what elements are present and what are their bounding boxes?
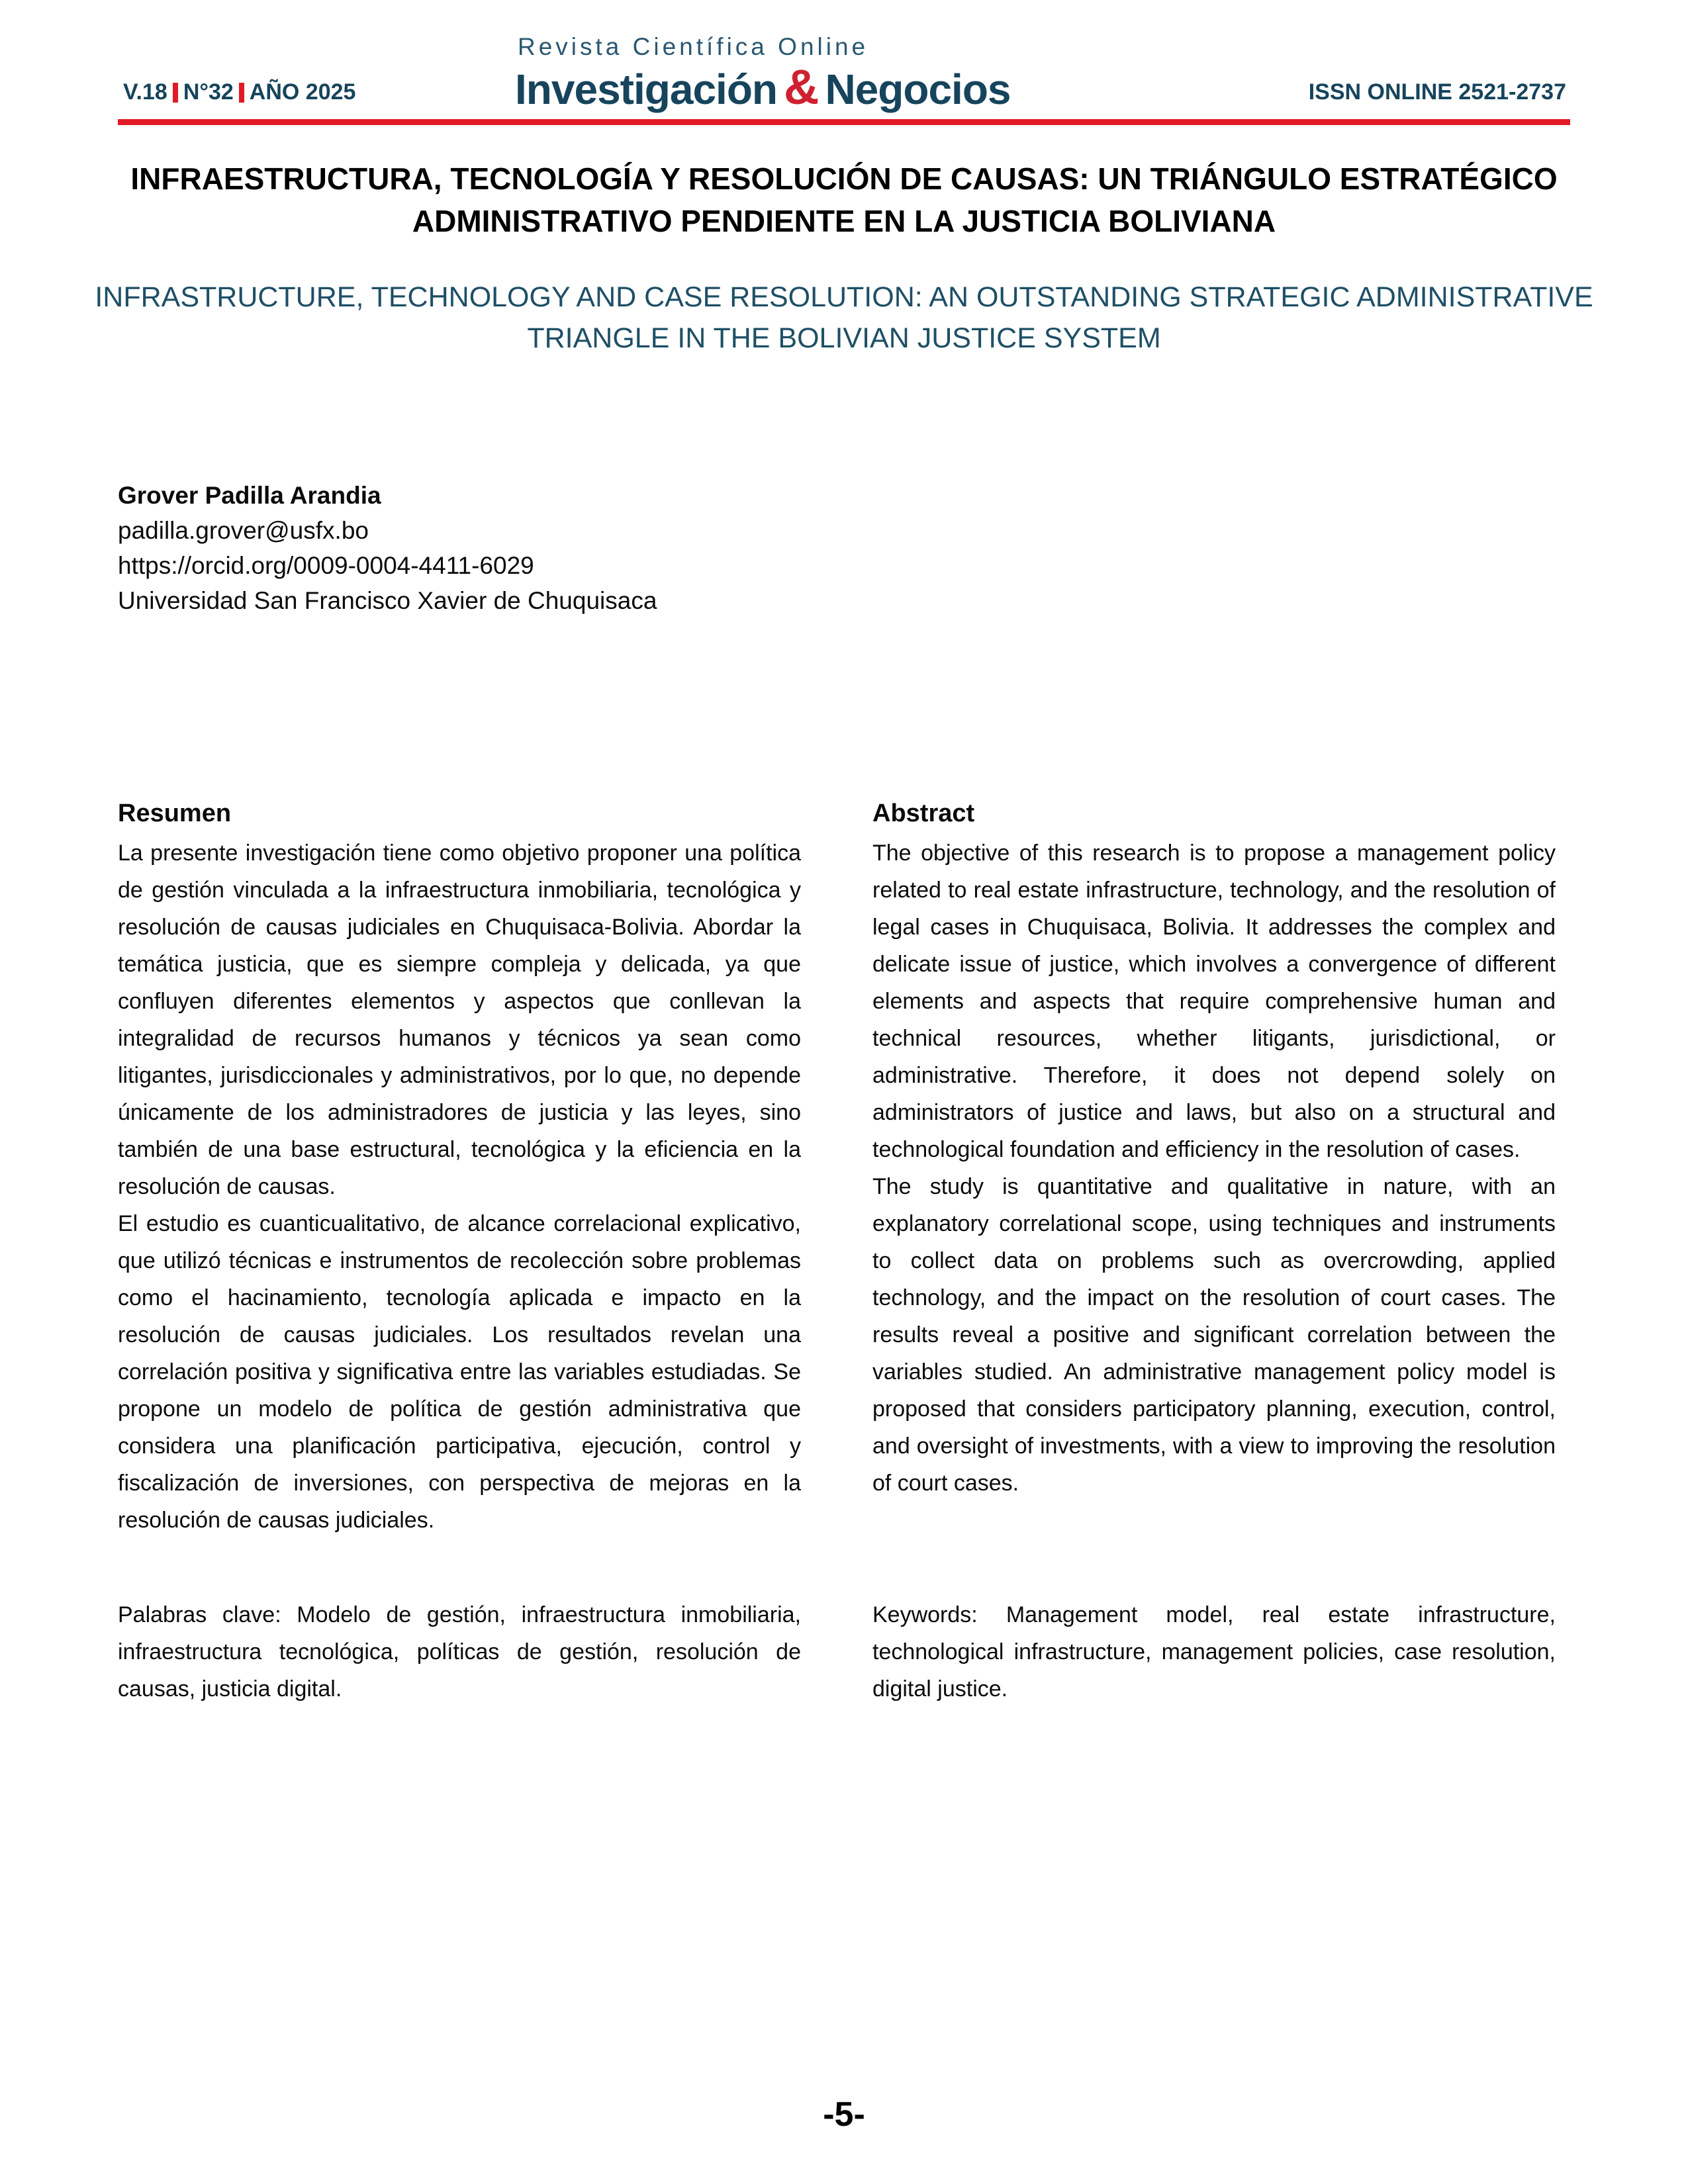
issn-label: ISSN ONLINE 2521-2737: [1308, 79, 1566, 105]
abstract-section: [872, 799, 1556, 1539]
journal-tagline: Revista Científica Online: [518, 33, 869, 60]
article-title-spanish: INFRAESTRUCTURA, TECNOLOGÍA Y RESOLUCIÓN DE CAUSAS: UN TRIÁNGULO ESTRATÉGICO ADMINISTRATIVO PENDIENTE EN LA JUSTICIA BOLIVIANA: [130, 161, 1558, 238]
ampersand-logo-glyph: &: [784, 60, 819, 114]
keywords: Keywords: Management model, real estate infrastructure, technological infrastructure, management policies, case resolution, digital justice.: [872, 1602, 1556, 1702]
article-title-english: INFRASTRUCTURE, TECHNOLOGY AND CASE RESOLUTION: AN OUTSTANDING STRATEGIC ADMINISTRATIVE TRIANGLE IN THE BOLIVIAN JUSTICE SYSTEM: [95, 281, 1593, 354]
author-block: [118, 478, 657, 618]
journal-title: [515, 60, 1011, 114]
issue-number-label: N°32: [183, 79, 234, 105]
red-separator-bar: [173, 83, 178, 103]
author-orcid: https://orcid.org/0009-0004-4411-6029: [118, 552, 534, 579]
author-name: Grover Padilla Arandia: [118, 482, 381, 509]
year-label: AÑO 2025: [249, 79, 356, 105]
resumen-paragraph-1: La presente investigación tiene como objetivo proponer una política de gestión vinculada a la infraestructura inmobiliaria, tecnológica y resolución de causas judiciales en Chuquisaca-Bolivia. Abordar la temática justicia, que es siempre compleja y delicada, ya que confluyen diferentes elementos y aspectos que conllevan la integralidad de recursos humanos y técnicos ya sean como litigantes, jurisdiccionales y administrativos, por lo que, no depende únicamente de los administradores de justicia y las leyes, sino también de una base estructural, tecnológica y la eficiencia en la resolución de causas.: [118, 841, 801, 1199]
resumen-section: [118, 799, 801, 1539]
red-separator-bar: [239, 83, 244, 103]
abstract-paragraph-1: The objective of this research is to propose a management policy related to real estate infrastructure, technology, and the resolution of legal cases in Chuquisaca, Bolivia. It addresses the complex and delicate issue of justice, which involves a convergence of different elements and aspects that require comprehensive human and technical resources, whether litigants, jurisdictional, or administrative. Therefore, it does not depend solely on administrators of justice and laws, but also on a structural and technological foundation and efficiency in the resolution of cases.: [872, 841, 1556, 1162]
abstract-columns: [118, 799, 1556, 1539]
palabras-clave: Palabras clave: Modelo de gestión, infraestructura inmobiliaria, infraestructura tecnológica, políticas de gestión, resolución de causas, justicia digital.: [118, 1602, 801, 1702]
keywords-columns: [118, 1596, 1556, 1707]
author-email: padilla.grover@usfx.bo: [118, 517, 369, 544]
header-rule-divider: [118, 119, 1570, 125]
author-affiliation: Universidad San Francisco Xavier de Chuquisaca: [118, 587, 657, 614]
abstract-heading: Abstract: [872, 799, 975, 827]
resumen-paragraph-2: El estudio es cuanticualitativo, de alcance correlacional explicativo, que utilizó técnicas e instrumentos de recolección sobre problemas como el hacinamiento, tecnología aplicada e impacto en la resolución de causas judiciales. Los resultados revelan una correlación positiva y significativa entre las variables estudiadas. Se propone un modelo de política de gestión administrativa que considera una planificación participativa, ejecución, control y fiscalización de inversiones, con perspectiva de mejoras en la resolución de causas judiciales.: [118, 1211, 801, 1533]
page-number: -5-: [823, 2095, 865, 2134]
issue-info: [123, 79, 355, 105]
volume-label: V.18: [123, 79, 167, 105]
abstract-paragraph-2: The study is quantitative and qualitative in nature, with an explanatory correlational scope, using techniques and instruments to collect data on problems such as overcrowding, applied technology, and the impact on the resolution of court cases. The results reveal a positive and significant correlation between the variables studied. An administrative management policy model is proposed that considers participatory planning, execution, control, and oversight of investments, with a view to improving the resolution of court cases.: [872, 1174, 1556, 1496]
resumen-heading: Resumen: [118, 799, 232, 827]
journal-title-part2: Negocios: [825, 66, 1011, 113]
journal-logo: [515, 34, 1011, 112]
journal-title-part1: Investigación: [515, 66, 777, 113]
